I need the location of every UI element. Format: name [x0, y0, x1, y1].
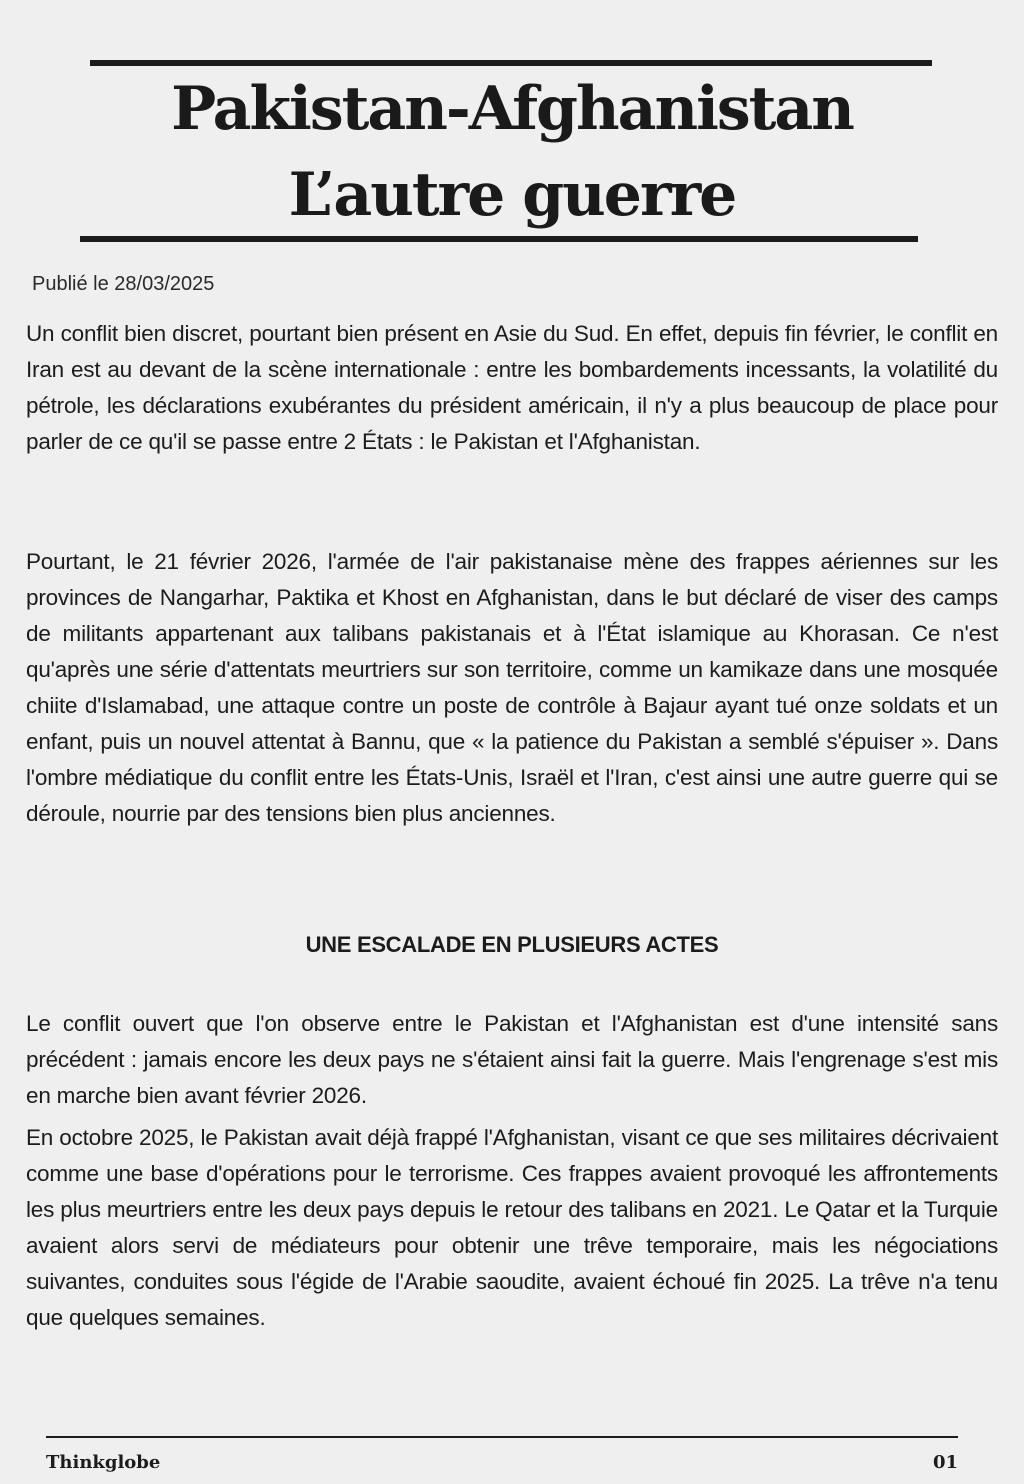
paragraph-intro: Un conflit bien discret, pourtant bien présent en Asie du Sud. En effet, depuis fin février, le conflit en Iran est au devant de la scène internationale : entre les bombardements incessants, la volatilité du pétrole, les déclarations exubérantes du président américain, il n'y a plus beaucoup de place pour parler de ce qu'il se passe entre 2 États : le Pakistan et l'Afghanistan. [26, 321, 998, 454]
paragraph-escalation: Le conflit ouvert que l'on observe entre le Pakistan et l'Afghanistan est d'une intensité sans précédent : jamais encore les deux pays ne s'étaient ainsi fait la guerre. Mais l'engrenage s'est mis en marche bien avant février 2026. [26, 1011, 998, 1108]
paragraph-october-2025: En octobre 2025, le Pakistan avait déjà frappé l'Afghanistan, visant ce que ses militaires décrivaient comme une base d'opérations pour le terrorisme. Ces frappes avaient provoqué les affrontements les plus meurtriers entre les deux pays depuis le retour des talibans en 2021. Le Qatar et la Turquie avaient alors servi de médiateurs pour obtenir une trêve temporaire, mais les négociations suivantes, conduites sous l'égide de l'Arabie saoudite, avaient échoué fin 2025. La trêve n'a tenu que quelques semaines. [26, 1125, 998, 1330]
section-heading: UNE ESCALADE EN PLUSIEURS ACTES [305, 932, 719, 957]
paragraph-strikes: Pourtant, le 21 février 2026, l'armée de l'air pakistanaise mène des frappes aériennes sur les provinces de Nangarhar, Paktika et Khost en Afghanistan, dans le but déclaré de viser des camps de militants appartenant aux talibans pakistanais et à l'État islamique au Khorasan. Ce n'est qu'après une série d'attentats meurtriers sur son territoire, comme un kamikaze dans une mosquée chiite d'Islamabad, une attaque contre un poste de contrôle à Bajaur ayant tué onze soldats et un enfant, puis un nouvel attentat à Bannu, que « la patience du Pakistan a semblé s'épuiser ». Dans l'ombre médiatique du conflit entre les États-Unis, Israël et l'Iran, c'est ainsi une autre guerre qui se déroule, nourrie par des tensions bien plus anciennes. [26, 549, 998, 826]
publication-date: Publié le 28/03/2025 [32, 273, 215, 295]
title-top-rule [90, 60, 932, 66]
article-title-line-1: Pakistan-Afghanistan [171, 74, 853, 144]
footer-brand: Thinkglobe [46, 1452, 161, 1473]
article-title-line-2: L’autre guerre [288, 160, 736, 230]
page-number: 01 [932, 1452, 958, 1473]
footer-rule [46, 1436, 958, 1438]
title-bottom-rule [80, 236, 918, 242]
